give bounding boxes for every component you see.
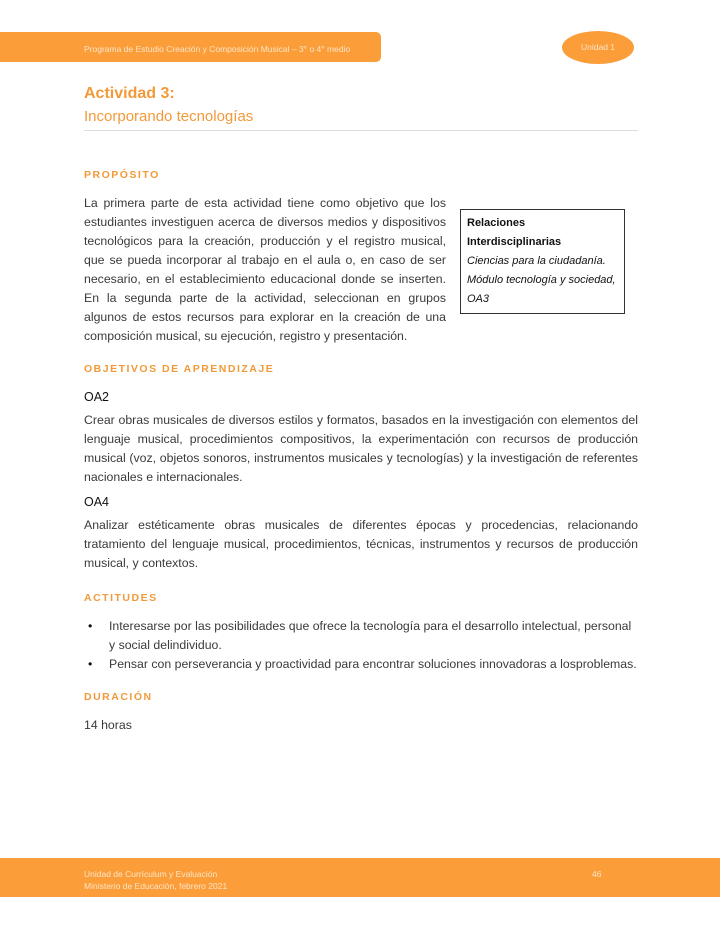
oa-text: Crear obras musicales de diversos estilos y formatos, basados en la investigación con elementos del lenguaje musical, procedimientos compositivos, la experimentación con recursos de producción musical (voz, objetos sonoros, instrumentos musicales y tecnologías) y la investigación de referentes nacionales e internacionales. <box>84 413 638 484</box>
oa-text: Analizar estéticamente obras musicales de diferentes épocas y procedencias, relacionando tratamiento del lenguaje musical, procedimientos, técnicas, instrumentos y recursos de producción musical, y contextos. <box>84 518 638 570</box>
purpose-heading: PROPÓSITO <box>84 169 160 181</box>
content <box>84 166 638 735</box>
box-title: Relaciones Interdisciplinarias <box>467 217 562 248</box>
oa-code: OA2 <box>84 390 110 404</box>
box-line: Ciencias para la ciudadanía. <box>467 255 606 267</box>
footer-line: Unidad de Currículum y Evaluación <box>84 869 218 879</box>
duration-heading: DURACIÓN <box>84 691 153 703</box>
divider <box>84 130 638 131</box>
footer-bar <box>0 858 720 897</box>
program-title: Programa de Estudio Creación y Composición Musical – 3° o 4° medio <box>84 44 351 54</box>
list-item: • Pensar con perseverancia y proactividad para encontrar soluciones innovadoras a losproblemas. <box>84 655 638 674</box>
page-number: 46 <box>592 869 602 879</box>
header-bar <box>0 32 381 62</box>
attitudes-heading: ACTITUDES <box>84 592 158 604</box>
footer-line: Ministerio de Educación, febrero 2021 <box>84 881 228 891</box>
purpose-text: La primera parte de esta actividad tiene como objetivo que los estudiantes investiguen acerca de diversos medios y dispositivos tecnológicos para la creación, producción y el registro musical, que se pueda incorporar al trabajo en el aula o, en caso de ser necesario, en el establecimiento educacional donde se inserten. En la segunda parte de la actividad, seleccionan en grupos algunos de estos recursos para explorar en la creación de una composición musical, su ejecución, registro y presentación. <box>84 196 446 343</box>
interdisciplinary-box <box>460 209 625 314</box>
box-line: OA3 <box>467 293 490 305</box>
box-line: Módulo tecnología y sociedad, <box>467 274 616 286</box>
activity-title: Actividad 3: <box>84 85 175 102</box>
unit-badge: Unidad 1 <box>562 31 634 64</box>
activity-subtitle: Incorporando tecnologías <box>84 108 254 125</box>
oa-code: OA4 <box>84 495 110 509</box>
attitudes-list <box>84 617 638 674</box>
duration-value: 14 horas <box>84 718 132 732</box>
list-item: • Interesarse por las posibilidades que ofrece la tecnología para el desarrollo intelectual, personal y social delindividuo. <box>84 617 638 655</box>
objectives-heading: OBJETIVOS DE APRENDIZAJE <box>84 363 275 375</box>
